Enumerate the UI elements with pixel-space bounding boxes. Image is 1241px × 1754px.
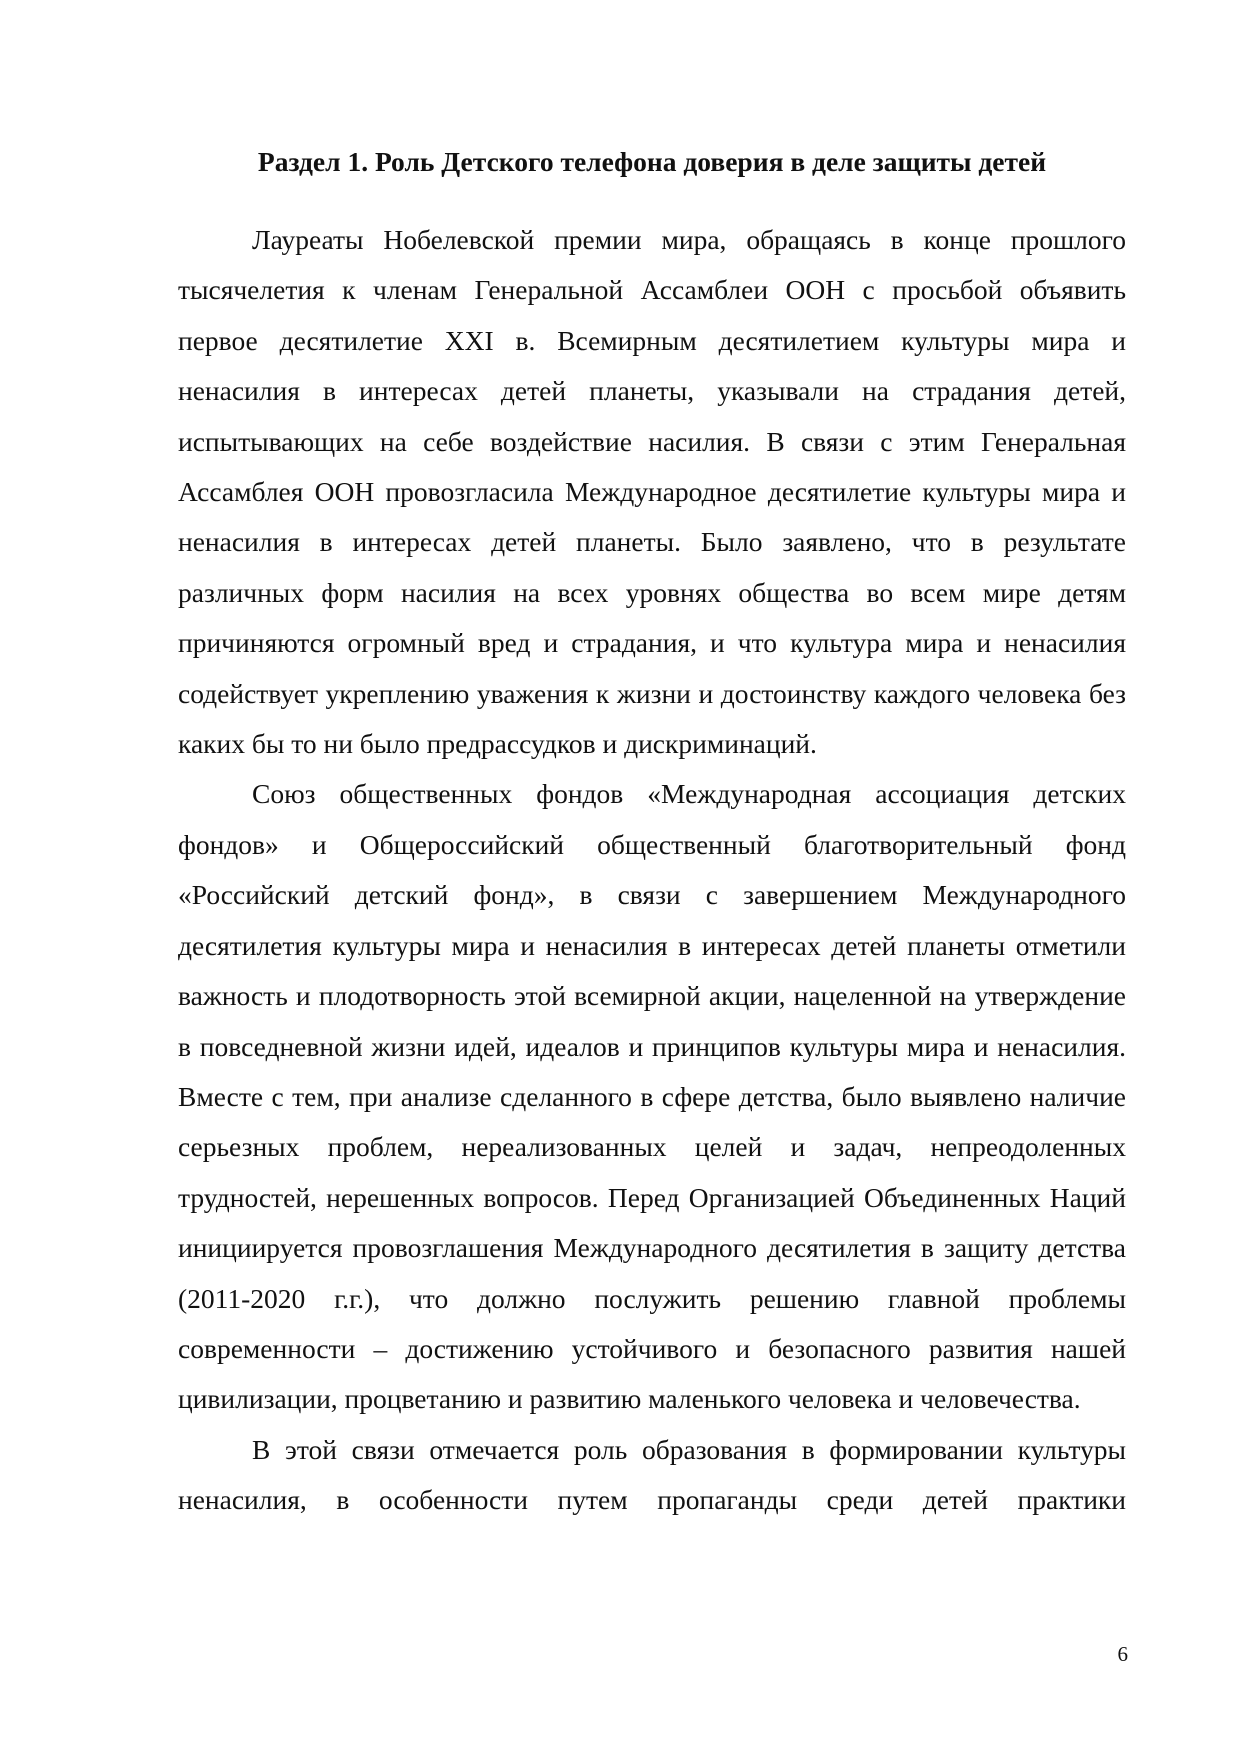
section-title: Раздел 1. Роль Детского телефона доверия в деле защиты детей [257,146,1047,177]
paragraph-3: В этой связи отмечается роль образования в формировании культуры ненасилия, в особенности путем пропаганды среди детей практики [178,1433,1126,1516]
paragraph-1: Лауреаты Нобелевской премии мира, обращаясь в конце прошлого тысячелетия к членам Генеральной Ассамблеи ООН с просьбой объявить первое десятилетие XXI в. Всемирным десятилетием культуры мира и ненасилия в интересах детей планеты, указывали на страдания детей, испытывающих на себе воздействие насилия. В связи с этим Генеральная Ассамблея ООН провозгласила Международное десятилетие культуры мира и ненасилия в интересах детей планеты. Было заявлено, что в результате различных форм насилия на всех уровнях общества во всем мире детям причиняются огромный вред и страдания, и что культура мира и ненасилия содействует укреплению уважения к жизни и достоинству каждого человека без каких бы то ни было предрассудков и дискриминаций. [178,224,1126,760]
page-number: 6 [1117,1642,1128,1666]
paragraph-2: Союз общественных фондов «Международная ассоциация детских фондов» и Общероссийский общественный благотворительный фонд «Российский детский фонд», в связи с завершением Международного десятилетия культуры мира и ненасилия в интересах детей планеты отметили важность и плодотворность этой всемирной акции, нацеленной на утверждение в повседневной жизни идей, идеалов и принципов культуры мира и ненасилия. Вместе с тем, при анализе сделанного в сфере детства, было выявлено наличие серьезных проблем, нереализованных целей и задач, непреодоленных трудностей, нерешенных вопросов. Перед Организацией Объединенных Наций инициируется провозглашения Международного десятилетия в защиту детства (2011-2020 г.г.), что должно послужить решению главной проблемы современности – достижению устойчивого и безопасного развития нашей цивилизации, процветанию и развитию маленького человека и человечества. [178,778,1126,1415]
body-text [178,215,1126,1526]
